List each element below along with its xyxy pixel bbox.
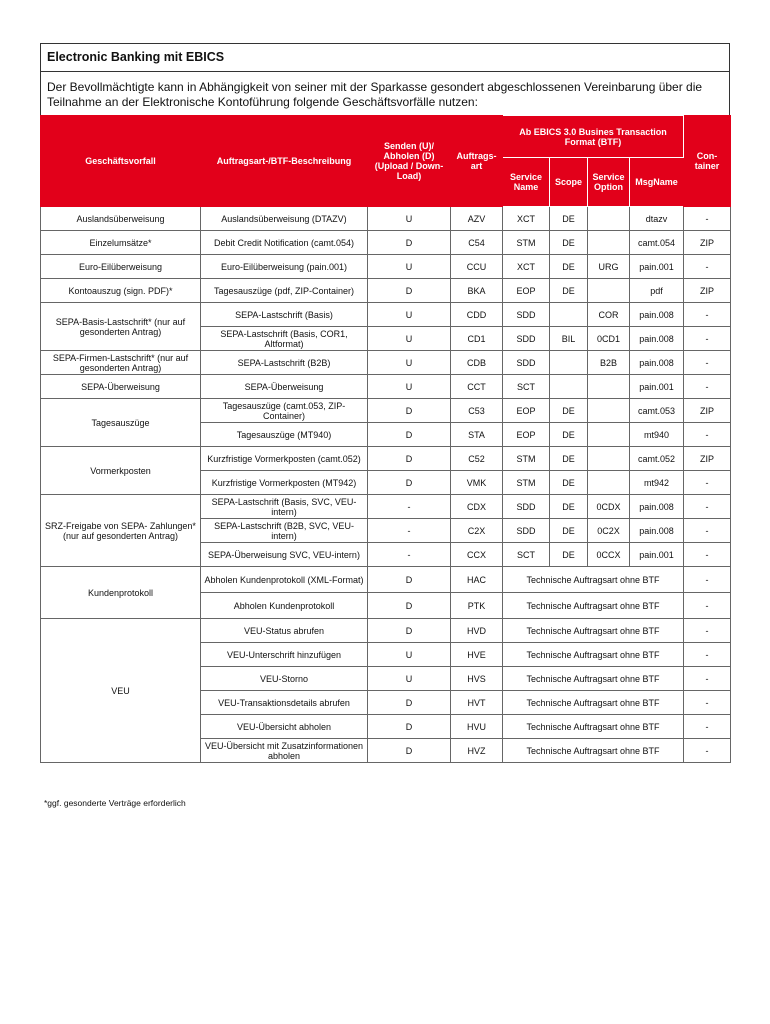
cell-msg-name: camt.052 — [630, 447, 684, 471]
cell-description: Abholen Kundenprotokoll (XML-Format) — [201, 567, 368, 593]
cell-scope: DE — [550, 519, 588, 543]
cell-direction: D — [368, 567, 451, 593]
cell-auftragsart: HVZ — [451, 739, 503, 763]
cell-direction: U — [368, 667, 451, 691]
cell-description: VEU-Storno — [201, 667, 368, 691]
ebics-table — [40, 115, 731, 763]
cell-geschaeftsvorfall: Kontoauszug (sign. PDF)* — [41, 279, 201, 303]
cell-scope: DE — [550, 495, 588, 519]
cell-description: Kurzfristige Vormerkposten (camt.052) — [201, 447, 368, 471]
cell-description: VEU-Übersicht abholen — [201, 715, 368, 739]
cell-container: - — [684, 739, 731, 763]
cell-direction: U — [368, 351, 451, 375]
cell-scope — [550, 375, 588, 399]
cell-direction: D — [368, 593, 451, 619]
cell-container: - — [684, 423, 731, 447]
table-row — [41, 375, 731, 399]
cell-technical-order: Technische Auftragsart ohne BTF — [503, 643, 684, 667]
cell-scope — [550, 351, 588, 375]
cell-container: - — [684, 375, 731, 399]
cell-technical-order: Technische Auftragsart ohne BTF — [503, 567, 684, 593]
cell-auftragsart: HVS — [451, 667, 503, 691]
cell-msg-name: pain.008 — [630, 495, 684, 519]
cell-service-name: SCT — [503, 543, 550, 567]
cell-auftragsart: C54 — [451, 231, 503, 255]
cell-description: SEPA-Lastschrift (Basis, COR1, Altformat) — [201, 327, 368, 351]
cell-technical-order: Technische Auftragsart ohne BTF — [503, 593, 684, 619]
cell-container: ZIP — [684, 399, 731, 423]
cell-description: Tagesauszüge (pdf, ZIP-Container) — [201, 279, 368, 303]
cell-geschaeftsvorfall: VEU — [41, 619, 201, 763]
cell-scope: DE — [550, 279, 588, 303]
cell-service-option — [588, 399, 630, 423]
table-row — [41, 567, 731, 593]
cell-service-name: STM — [503, 471, 550, 495]
cell-msg-name: pain.001 — [630, 375, 684, 399]
cell-direction: D — [368, 739, 451, 763]
cell-auftragsart: STA — [451, 423, 503, 447]
cell-msg-name: mt940 — [630, 423, 684, 447]
cell-description: SEPA-Lastschrift (Basis, SVC, VEU-intern) — [201, 495, 368, 519]
cell-auftragsart: CDB — [451, 351, 503, 375]
cell-auftragsart: HVE — [451, 643, 503, 667]
header-service-option: Service Option — [588, 158, 630, 207]
cell-msg-name: pain.008 — [630, 351, 684, 375]
cell-service-option — [588, 207, 630, 231]
cell-service-name: EOP — [503, 399, 550, 423]
cell-direction: D — [368, 279, 451, 303]
cell-direction: D — [368, 619, 451, 643]
cell-geschaeftsvorfall: SEPA-Basis-Lastschrift* (nur auf gesonderten Antrag) — [41, 303, 201, 351]
cell-auftragsart: HVD — [451, 619, 503, 643]
cell-service-name: STM — [503, 231, 550, 255]
cell-direction: U — [368, 327, 451, 351]
cell-container: ZIP — [684, 279, 731, 303]
cell-description: VEU-Übersicht mit Zusatzinformationen abholen — [201, 739, 368, 763]
cell-description: SEPA-Lastschrift (B2B) — [201, 351, 368, 375]
cell-container: - — [684, 715, 731, 739]
cell-container: - — [684, 519, 731, 543]
cell-container: - — [684, 619, 731, 643]
cell-service-name: SDD — [503, 519, 550, 543]
cell-container: - — [684, 471, 731, 495]
page-title: Electronic Banking mit EBICS — [41, 44, 729, 72]
cell-direction: - — [368, 519, 451, 543]
cell-description: Abholen Kundenprotokoll — [201, 593, 368, 619]
cell-geschaeftsvorfall: Euro-Eilüberweisung — [41, 255, 201, 279]
cell-technical-order: Technische Auftragsart ohne BTF — [503, 667, 684, 691]
cell-auftragsart: CDD — [451, 303, 503, 327]
cell-container: - — [684, 351, 731, 375]
cell-msg-name: pain.008 — [630, 327, 684, 351]
cell-msg-name: pdf — [630, 279, 684, 303]
cell-service-option — [588, 447, 630, 471]
cell-direction: U — [368, 207, 451, 231]
cell-service-name: XCT — [503, 207, 550, 231]
cell-direction: U — [368, 643, 451, 667]
cell-geschaeftsvorfall: Auslandsüberweisung — [41, 207, 201, 231]
cell-service-name: XCT — [503, 255, 550, 279]
cell-auftragsart: HAC — [451, 567, 503, 593]
cell-service-option: 0CDX — [588, 495, 630, 519]
cell-geschaeftsvorfall: SRZ-Freigabe von SEPA- Zahlungen* (nur auf gesonderten Antrag) — [41, 495, 201, 567]
header-auftragsart: Auftrags- art — [451, 116, 503, 207]
cell-technical-order: Technische Auftragsart ohne BTF — [503, 739, 684, 763]
cell-auftragsart: CCX — [451, 543, 503, 567]
cell-msg-name: pain.008 — [630, 519, 684, 543]
cell-msg-name: pain.001 — [630, 255, 684, 279]
cell-auftragsart: AZV — [451, 207, 503, 231]
table-row — [41, 351, 731, 375]
cell-description: SEPA-Überweisung SVC, VEU-intern) — [201, 543, 368, 567]
cell-direction: D — [368, 399, 451, 423]
table-row — [41, 279, 731, 303]
cell-direction: D — [368, 231, 451, 255]
cell-geschaeftsvorfall: Tagesauszüge — [41, 399, 201, 447]
cell-description: VEU-Transaktionsdetails abrufen — [201, 691, 368, 715]
cell-direction: U — [368, 255, 451, 279]
table-row — [41, 399, 731, 423]
cell-direction: D — [368, 691, 451, 715]
header-service-name: Service Name — [503, 158, 550, 207]
cell-description: Debit Credit Notification (camt.054) — [201, 231, 368, 255]
cell-technical-order: Technische Auftragsart ohne BTF — [503, 691, 684, 715]
cell-description: VEU-Unterschrift hinzufügen — [201, 643, 368, 667]
cell-auftragsart: PTK — [451, 593, 503, 619]
cell-service-name: EOP — [503, 279, 550, 303]
table-row — [41, 303, 731, 327]
cell-container: ZIP — [684, 231, 731, 255]
cell-auftragsart: BKA — [451, 279, 503, 303]
header-msg-name: MsgName — [630, 158, 684, 207]
cell-direction: - — [368, 495, 451, 519]
cell-direction: D — [368, 471, 451, 495]
cell-geschaeftsvorfall: Kundenprotokoll — [41, 567, 201, 619]
cell-msg-name: camt.053 — [630, 399, 684, 423]
cell-container: - — [684, 691, 731, 715]
cell-service-option: COR — [588, 303, 630, 327]
cell-geschaeftsvorfall: SEPA-Überweisung — [41, 375, 201, 399]
cell-container: - — [684, 255, 731, 279]
cell-description: Tagesauszüge (camt.053, ZIP-Container) — [201, 399, 368, 423]
cell-scope: DE — [550, 543, 588, 567]
cell-direction: U — [368, 375, 451, 399]
cell-service-name: SCT — [503, 375, 550, 399]
cell-auftragsart: VMK — [451, 471, 503, 495]
cell-scope: DE — [550, 207, 588, 231]
cell-container: - — [684, 567, 731, 593]
cell-auftragsart: HVT — [451, 691, 503, 715]
table-row — [41, 231, 731, 255]
cell-service-option — [588, 423, 630, 447]
cell-container: - — [684, 643, 731, 667]
cell-scope: DE — [550, 399, 588, 423]
cell-auftragsart: CDX — [451, 495, 503, 519]
header-container: Con- tainer — [684, 116, 731, 207]
header-senden-abholen: Senden (U)/ Abholen (D) (Upload / Down- Load) — [368, 116, 451, 207]
cell-geschaeftsvorfall: SEPA-Firmen-Lastschrift* (nur auf gesonderten Antrag) — [41, 351, 201, 375]
header-ebics-btf: Ab EBICS 3.0 Busines Transaction Format (BTF) — [503, 116, 684, 158]
cell-container: - — [684, 593, 731, 619]
cell-service-name: SDD — [503, 303, 550, 327]
cell-service-option — [588, 471, 630, 495]
cell-service-option — [588, 375, 630, 399]
cell-container: - — [684, 543, 731, 567]
document-frame — [40, 43, 730, 117]
cell-auftragsart: CD1 — [451, 327, 503, 351]
cell-description: SEPA-Lastschrift (Basis) — [201, 303, 368, 327]
cell-direction: U — [368, 303, 451, 327]
cell-container: - — [684, 667, 731, 691]
cell-description: Tagesauszüge (MT940) — [201, 423, 368, 447]
table-row — [41, 495, 731, 519]
cell-msg-name: camt.054 — [630, 231, 684, 255]
table-row — [41, 447, 731, 471]
cell-service-name: SDD — [503, 495, 550, 519]
cell-container: - — [684, 495, 731, 519]
cell-service-option — [588, 231, 630, 255]
cell-service-option: 0C2X — [588, 519, 630, 543]
cell-technical-order: Technische Auftragsart ohne BTF — [503, 619, 684, 643]
cell-auftragsart: CCT — [451, 375, 503, 399]
cell-direction: D — [368, 447, 451, 471]
cell-service-option: 0CCX — [588, 543, 630, 567]
cell-msg-name: dtazv — [630, 207, 684, 231]
table-row — [41, 619, 731, 643]
cell-container: - — [684, 207, 731, 231]
cell-auftragsart: HVU — [451, 715, 503, 739]
footnote: *ggf. gesonderte Verträge erforderlich — [44, 798, 186, 808]
cell-auftragsart: CCU — [451, 255, 503, 279]
cell-description: SEPA-Überweisung — [201, 375, 368, 399]
cell-scope: BIL — [550, 327, 588, 351]
intro-text: Der Bevollmächtigte kann in Abhängigkeit von seiner mit der Sparkasse gesondert abgeschlossenen Vereinbarung über die Teilnahme an der Elektronische Kontoführung folgende Geschäftsvorfälle nutzen: — [47, 80, 703, 109]
cell-direction: D — [368, 715, 451, 739]
cell-scope: DE — [550, 231, 588, 255]
cell-msg-name: pain.008 — [630, 303, 684, 327]
header-auftragsart-btf: Auftragsart-/BTF-Beschreibung — [201, 116, 368, 207]
header-geschaeftsvorfall: Geschäftsvorfall — [41, 116, 201, 207]
cell-container: - — [684, 327, 731, 351]
cell-description: VEU-Status abrufen — [201, 619, 368, 643]
cell-scope: DE — [550, 423, 588, 447]
cell-service-name: EOP — [503, 423, 550, 447]
cell-container: - — [684, 303, 731, 327]
cell-scope: DE — [550, 471, 588, 495]
cell-geschaeftsvorfall: Einzelumsätze* — [41, 231, 201, 255]
cell-description: SEPA-Lastschrift (B2B, SVC, VEU-intern) — [201, 519, 368, 543]
header-scope: Scope — [550, 158, 588, 207]
cell-container: ZIP — [684, 447, 731, 471]
cell-service-option: URG — [588, 255, 630, 279]
cell-scope — [550, 303, 588, 327]
cell-description: Kurzfristige Vormerkposten (MT942) — [201, 471, 368, 495]
cell-technical-order: Technische Auftragsart ohne BTF — [503, 715, 684, 739]
cell-description: Euro-Eilüberweisung (pain.001) — [201, 255, 368, 279]
cell-geschaeftsvorfall: Vormerkposten — [41, 447, 201, 495]
cell-service-option — [588, 279, 630, 303]
cell-service-name: SDD — [503, 327, 550, 351]
cell-auftragsart: C2X — [451, 519, 503, 543]
cell-msg-name: pain.001 — [630, 543, 684, 567]
cell-scope: DE — [550, 447, 588, 471]
cell-msg-name: mt942 — [630, 471, 684, 495]
cell-auftragsart: C53 — [451, 399, 503, 423]
cell-direction: D — [368, 423, 451, 447]
cell-service-option: B2B — [588, 351, 630, 375]
cell-description: Auslandsüberweisung (DTAZV) — [201, 207, 368, 231]
cell-service-name: SDD — [503, 351, 550, 375]
cell-service-option: 0CD1 — [588, 327, 630, 351]
table-row — [41, 255, 731, 279]
cell-service-name: STM — [503, 447, 550, 471]
cell-direction: - — [368, 543, 451, 567]
table-row — [41, 207, 731, 231]
cell-scope: DE — [550, 255, 588, 279]
cell-auftragsart: C52 — [451, 447, 503, 471]
